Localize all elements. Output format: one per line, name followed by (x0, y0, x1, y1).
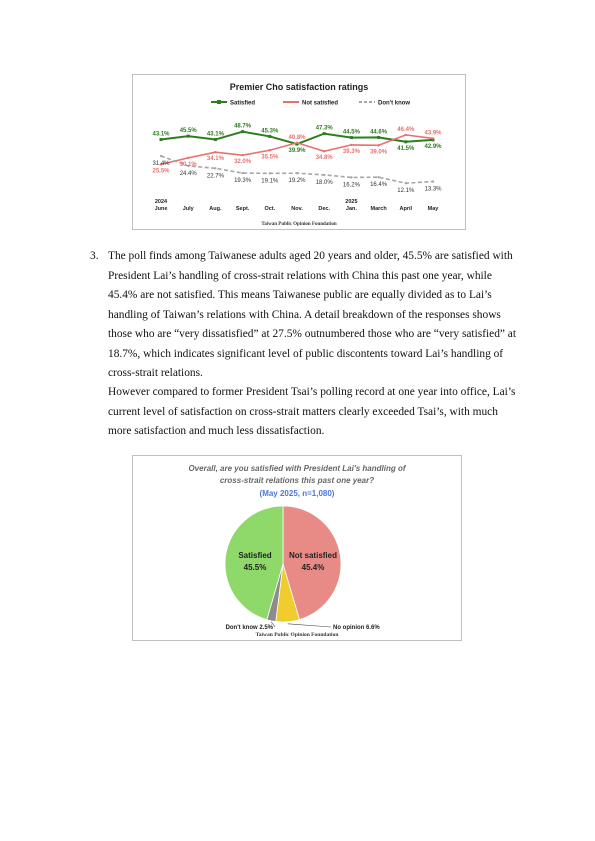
series-point-1-4 (269, 149, 271, 151)
pie-title-line1: Overall, are you satisfied with President Lai's handling of (188, 464, 406, 473)
pie-label-not-satisfied: Not satisfied (288, 551, 338, 560)
list-item-number: 3. (90, 250, 99, 262)
series-point-1-2 (214, 151, 216, 153)
data-label-1-6: 34.8% (315, 155, 333, 162)
data-label-0-10: 42.9% (424, 143, 442, 150)
x-tick-label-2: Aug. (209, 206, 222, 212)
chart-legend (211, 100, 410, 107)
x-tick-label-0: June (154, 206, 168, 212)
line-chart-svg (133, 75, 465, 229)
chart-title: Premier Cho satisfaction ratings (229, 82, 369, 92)
data-label-0-2: 43.1% (206, 131, 224, 138)
data-label-2-5: 19.2% (288, 178, 306, 185)
legend-label-2: Don't know (378, 100, 411, 107)
chart-source: Taiwan Public Opinion Foundation (261, 222, 337, 227)
pie-label-dont-know: Don't know 2.5% (225, 625, 273, 631)
data-label-2-3: 19.3% (234, 178, 252, 185)
data-label-1-2: 34.1% (206, 156, 224, 163)
legend-label-1: Not satisfied (302, 100, 339, 107)
x-tick-label-1: July (182, 206, 194, 212)
data-label-0-4: 45.3% (261, 128, 279, 135)
data-label-2-2: 22.7% (206, 173, 224, 180)
series-point-2-7 (350, 176, 352, 178)
x-tick-label-3: Sept. (235, 206, 250, 212)
series-point-2-0 (160, 155, 162, 157)
x-tick-label-4: Oct. (264, 206, 276, 212)
x-tick-label-10: May (427, 206, 439, 212)
series-point-1-1 (187, 157, 189, 159)
x-tick-label-6: Dec. (318, 206, 331, 212)
series-point-2-8 (377, 176, 379, 178)
data-label-2-10: 13.3% (424, 186, 442, 193)
series-point-1-5 (296, 142, 298, 144)
cross-strait-pie-chart (132, 455, 462, 641)
data-label-2-9: 12.1% (397, 188, 415, 195)
series-point-1-7 (350, 144, 352, 146)
legend-label-0: Satisfied (230, 100, 256, 107)
series-point-0-7 (350, 136, 353, 139)
series-point-2-4 (269, 172, 271, 174)
data-label-0-3: 48.7% (234, 123, 252, 130)
x-tick-label-7: Jan. (345, 206, 357, 212)
pie-label-satisfied-value: 45.5% (243, 563, 267, 572)
data-label-2-6: 18.0% (315, 179, 333, 186)
data-label-1-9: 46.4% (397, 126, 415, 133)
series-point-1-8 (377, 144, 379, 146)
series-point-1-9 (405, 134, 407, 136)
series-point-2-5 (296, 172, 298, 174)
series-point-0-2 (214, 138, 217, 141)
data-label-2-0: 31.4% (152, 161, 170, 168)
pie-source: Taiwan Public Opinion Foundation (255, 632, 339, 638)
series-point-0-9 (404, 140, 407, 143)
data-label-1-5: 40.8% (288, 134, 306, 141)
series-point-2-10 (432, 180, 434, 182)
series-point-1-6 (323, 150, 325, 152)
data-label-1-3: 32.0% (234, 159, 252, 166)
data-label-2-7: 16.2% (342, 182, 360, 189)
series-point-2-2 (214, 167, 216, 169)
data-label-1-8: 39.0% (370, 149, 388, 156)
x-tick-label-5: Nov. (291, 206, 303, 212)
pie-label-not-satisfied-value: 45.4% (301, 563, 325, 572)
pie-label-satisfied: Satisfied (238, 551, 272, 560)
chart-x-axis (155, 199, 440, 212)
x-tick-label-8: March (370, 206, 387, 212)
data-label-0-0: 43.1% (152, 131, 170, 138)
series-point-0-3 (241, 130, 244, 133)
x-tick-label-9: April (399, 206, 413, 212)
data-label-0-8: 44.6% (370, 129, 388, 136)
data-label-2-4: 19.1% (261, 178, 279, 185)
series-point-1-10 (432, 137, 434, 139)
paragraph-tsai-comparison: However compared to former President Tsai’s polling record at one year into office, Lai’s current level of satisfaction on cross-strait matters clearly exceeded Tsai’s, with much more satisfaction and much less dissatisfaction. (108, 386, 516, 437)
series-point-2-9 (405, 182, 407, 184)
data-label-2-1: 24.4% (179, 170, 197, 177)
pie-label-no-opinion: No opinion 6.6% (333, 625, 380, 631)
series-point-0-0 (160, 138, 163, 141)
data-label-1-10: 43.9% (424, 130, 442, 137)
series-point-0-8 (377, 136, 380, 139)
series-point-0-6 (323, 132, 326, 135)
data-label-1-1: 30.1% (179, 161, 197, 168)
series-point-2-6 (323, 174, 325, 176)
data-label-1-4: 35.5% (261, 154, 279, 161)
x-year-label-7: 2025 (345, 199, 358, 205)
data-label-1-7: 39.3% (342, 148, 360, 155)
chart-series (152, 124, 442, 195)
x-year-label-0: 2024 (154, 199, 168, 205)
pie-subtitle: (May 2025, n=1,080) (259, 489, 335, 498)
pie-title-line2: cross-strait relations this past one year? (219, 476, 375, 485)
pie-chart-svg (133, 456, 461, 640)
data-label-2-8: 16.4% (370, 182, 388, 189)
paragraph-cross-strait-poll: The poll finds among Taiwanese adults aged 20 years and older, 45.5% are satisfied with President Lai’s handling of cross-strait relations with China this past one year, while 45.4% are not satisfied. This means Taiwanese public are equally divided as to Lai’s handling of Taiwan’s relations with China. A detail breakdown of the responses shows those who are “very dissatisfied” at 27.5% outnumbered those who are “very satisfied” at 18.7%, which indicates significant level of public discontents toward Lai’s handling of cross-strait relations. (108, 250, 517, 379)
data-label-1-0: 25.5% (152, 168, 170, 175)
data-label-0-9: 41.5% (397, 145, 415, 152)
satisfaction-line-chart (132, 74, 466, 230)
pie-leader-no-opinion (288, 624, 331, 627)
data-label-0-1: 45.5% (179, 128, 197, 135)
data-label-0-5: 39.9% (288, 148, 306, 155)
data-label-0-7: 44.5% (342, 129, 360, 136)
series-point-2-3 (241, 172, 243, 174)
series-point-1-3 (241, 154, 243, 156)
series-point-0-1 (187, 135, 190, 138)
data-label-0-6: 47.3% (315, 125, 333, 132)
legend-marker-0 (217, 100, 221, 104)
series-point-0-4 (268, 135, 271, 138)
